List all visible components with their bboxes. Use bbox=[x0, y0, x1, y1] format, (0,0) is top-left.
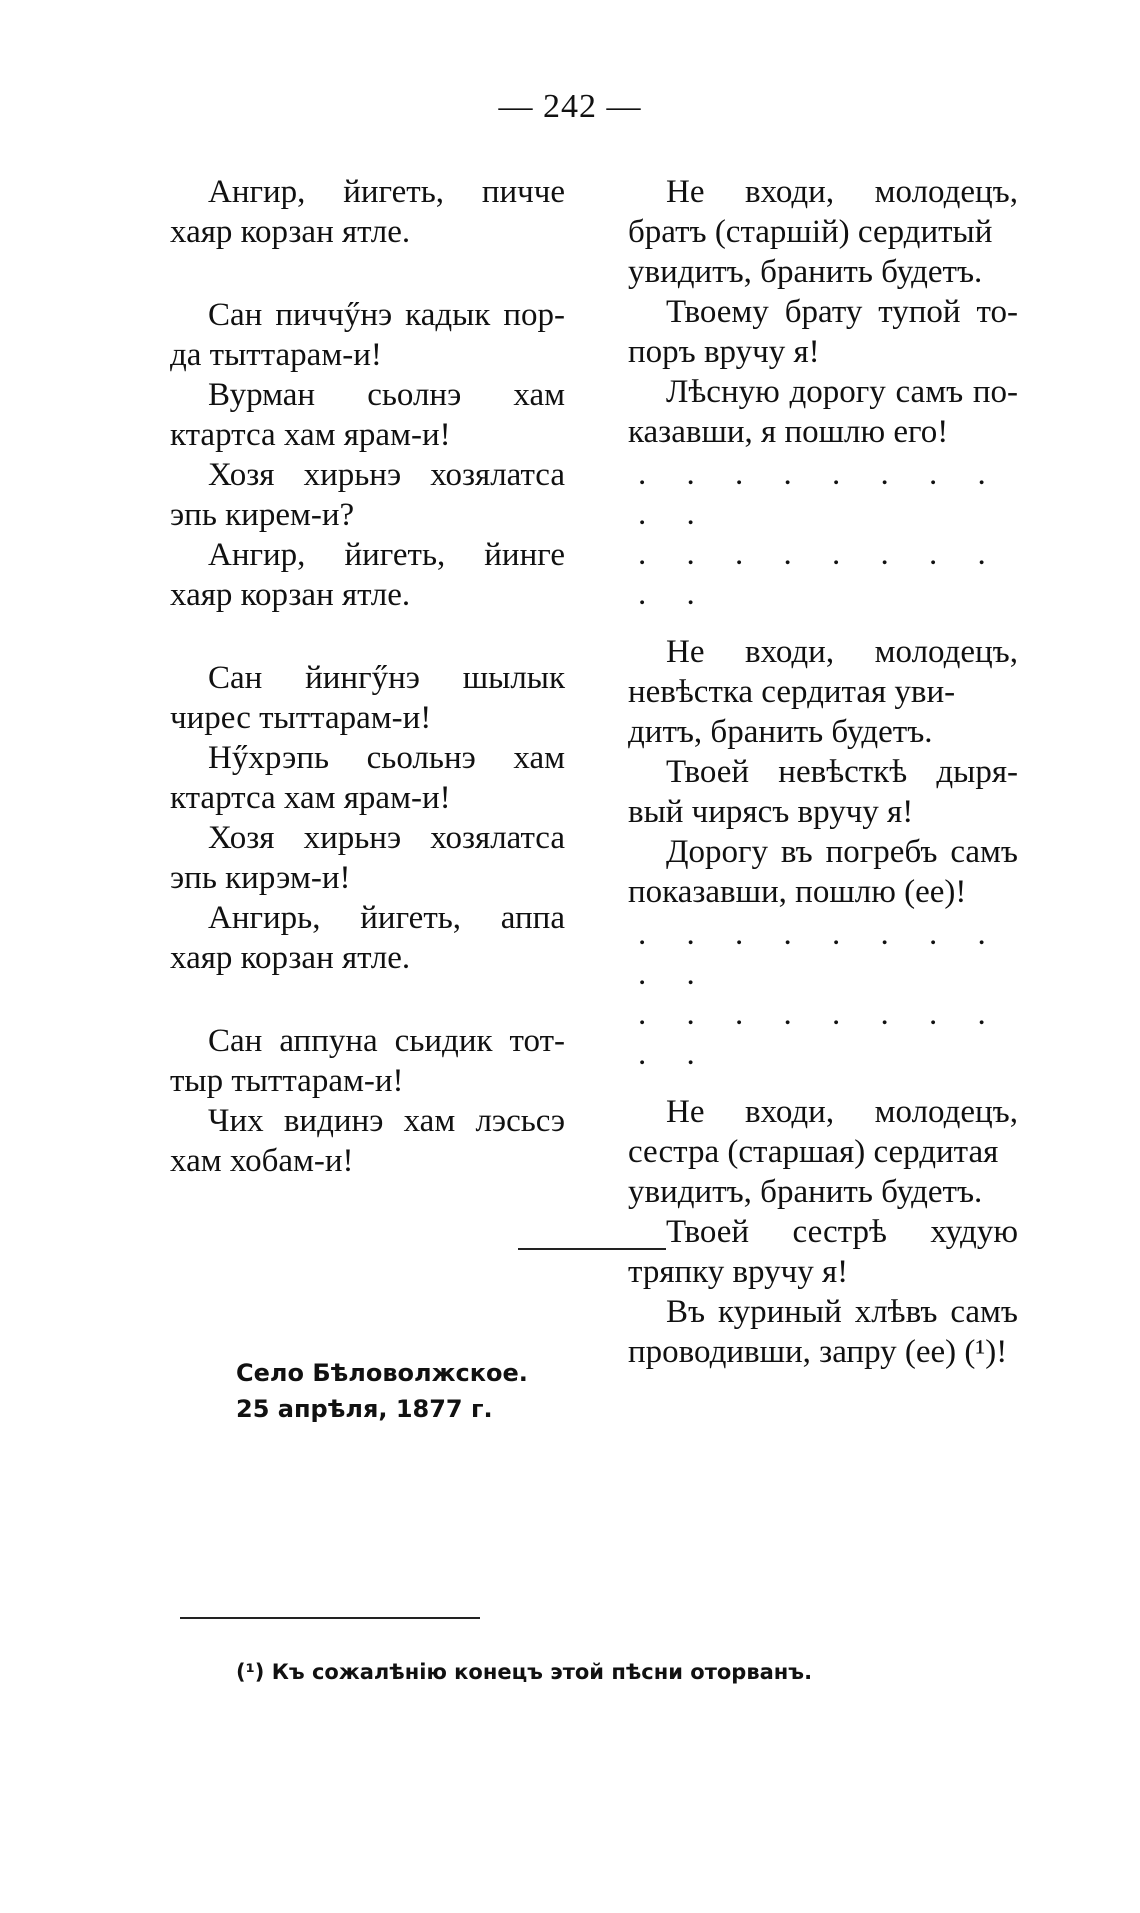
place-and-date bbox=[236, 1355, 528, 1427]
verse-line: Сан аппуна сьидик тот- bbox=[208, 1023, 565, 1059]
verse-line: братъ (старшій) сердитый bbox=[628, 214, 993, 250]
verse-line: тряпку вручу я! bbox=[628, 1254, 849, 1290]
verse-line: эпь кирэм-и! bbox=[170, 860, 351, 896]
verse-line: Ангир, йигеть, йинге bbox=[208, 537, 565, 573]
verse-line: сестра (старшая) сердитая bbox=[628, 1134, 999, 1170]
chuvash-text-column bbox=[170, 172, 565, 1224]
verse-line: дитъ, бранить будетъ. bbox=[628, 714, 933, 750]
stanza bbox=[170, 1021, 565, 1181]
verse-line: показавши, пошлю (ее)! bbox=[628, 874, 967, 910]
verse bbox=[628, 832, 1018, 912]
verse-line: Нӳхрэпь сьольнэ хам bbox=[208, 740, 565, 776]
page-number: — 242 — bbox=[498, 88, 642, 125]
omission-dots: . . . . . . . . . . bbox=[638, 456, 1002, 532]
verse-line: Вурман сьолнэ хам bbox=[208, 377, 565, 413]
verse bbox=[170, 375, 565, 455]
verse-line: эпь кирем-и? bbox=[170, 497, 355, 533]
footnote-divider bbox=[180, 1617, 480, 1619]
verse bbox=[628, 1092, 1018, 1212]
verse-line: Въ куриный хлѣвъ самъ bbox=[666, 1294, 1018, 1330]
stanza bbox=[628, 632, 1018, 1074]
verse bbox=[170, 1101, 565, 1181]
verse-line: Лѣсную дорогу самъ по- bbox=[666, 374, 1018, 410]
russian-translation-column bbox=[628, 172, 1018, 1372]
verse bbox=[170, 172, 565, 252]
verse-line: ктартса хам ярам-и! bbox=[170, 417, 451, 453]
verse-line: увидитъ, бранить будетъ. bbox=[628, 1174, 983, 1210]
verse-line: Не входи, молодецъ, bbox=[666, 1094, 1018, 1130]
verse-line: проводивши, запру (ее) (¹)! bbox=[628, 1334, 1008, 1370]
verse-line: ктартса хам ярам-и! bbox=[170, 780, 451, 816]
verse-line: хаяр корзан ятле. bbox=[170, 214, 411, 250]
verse-line: Дорогу въ погребъ самъ bbox=[666, 834, 1018, 870]
verse-line: Ангирь, йигеть, аппа bbox=[208, 900, 565, 936]
verse-line: Не входи, молодецъ, bbox=[666, 634, 1018, 670]
verse-line: хаяр корзан ятле. bbox=[170, 577, 411, 613]
omission-dots: . . . . . . . . . . bbox=[638, 996, 1002, 1072]
verse-line: Хозя хирьнэ хозялатса bbox=[208, 820, 565, 856]
verse bbox=[170, 455, 565, 535]
verse bbox=[628, 292, 1018, 372]
verse bbox=[170, 535, 565, 615]
verse-line: невѣстка сердитая уви- bbox=[628, 674, 956, 710]
omission-dots: . . . . . . . . . . bbox=[638, 536, 1002, 612]
verse bbox=[628, 372, 1018, 452]
place-name: Село Бѣловолжское. bbox=[236, 1359, 528, 1387]
stanza bbox=[628, 1092, 1018, 1372]
verse-line: да тыттарам-и! bbox=[170, 337, 382, 373]
section-divider bbox=[518, 1248, 666, 1250]
verse-line: поръ вручу я! bbox=[628, 334, 820, 370]
verse-line: увидитъ, бранить будетъ. bbox=[628, 254, 983, 290]
footnote: (¹) Къ сожалѣнію конецъ этой пѣсни оторванъ. bbox=[236, 1660, 813, 1684]
verse bbox=[170, 738, 565, 818]
verse bbox=[170, 295, 565, 375]
verse-line: вый чирясъ вручу я! bbox=[628, 794, 914, 830]
record-date: 25 апрѣля, 1877 г. bbox=[236, 1395, 493, 1423]
verse-line: Твоей невѣсткѣ дыря- bbox=[666, 754, 1018, 790]
verse-line: тыр тыттарам-и! bbox=[170, 1063, 404, 1099]
stanza bbox=[170, 658, 565, 978]
verse bbox=[628, 172, 1018, 292]
stanza bbox=[170, 295, 565, 615]
verse-line: Ангир, йигеть, пичче bbox=[208, 174, 565, 210]
verse-line: Твоему брату тупой то- bbox=[666, 294, 1018, 330]
verse-line: Чих видинэ хам лэсьсэ bbox=[208, 1103, 565, 1139]
verse bbox=[170, 1021, 565, 1101]
omission-dots: . . . . . . . . . . bbox=[638, 916, 1002, 992]
verse-line: Не входи, молодецъ, bbox=[666, 174, 1018, 210]
verse bbox=[628, 1292, 1018, 1372]
verse-line: хам хобам-и! bbox=[170, 1143, 354, 1179]
verse-line: хаяр корзан ятле. bbox=[170, 940, 411, 976]
verse bbox=[170, 818, 565, 898]
verse bbox=[628, 752, 1018, 832]
verse bbox=[170, 658, 565, 738]
verse-line: чирес тыттарам-и! bbox=[170, 700, 432, 736]
verse-line: казавши, я пошлю его! bbox=[628, 414, 949, 450]
verse-line: Хозя хирьнэ хозялатса bbox=[208, 457, 565, 493]
stanza bbox=[628, 172, 1018, 614]
verse bbox=[628, 632, 1018, 752]
verse bbox=[170, 898, 565, 978]
verse bbox=[628, 1212, 1018, 1292]
stanza bbox=[170, 172, 565, 252]
verse-line: Сан йингӳнэ шылык bbox=[208, 660, 565, 696]
verse-line: Твоей сестрѣ худую bbox=[666, 1214, 1018, 1250]
verse-line: Сан пиччӳнэ кадык пор- bbox=[208, 297, 565, 333]
